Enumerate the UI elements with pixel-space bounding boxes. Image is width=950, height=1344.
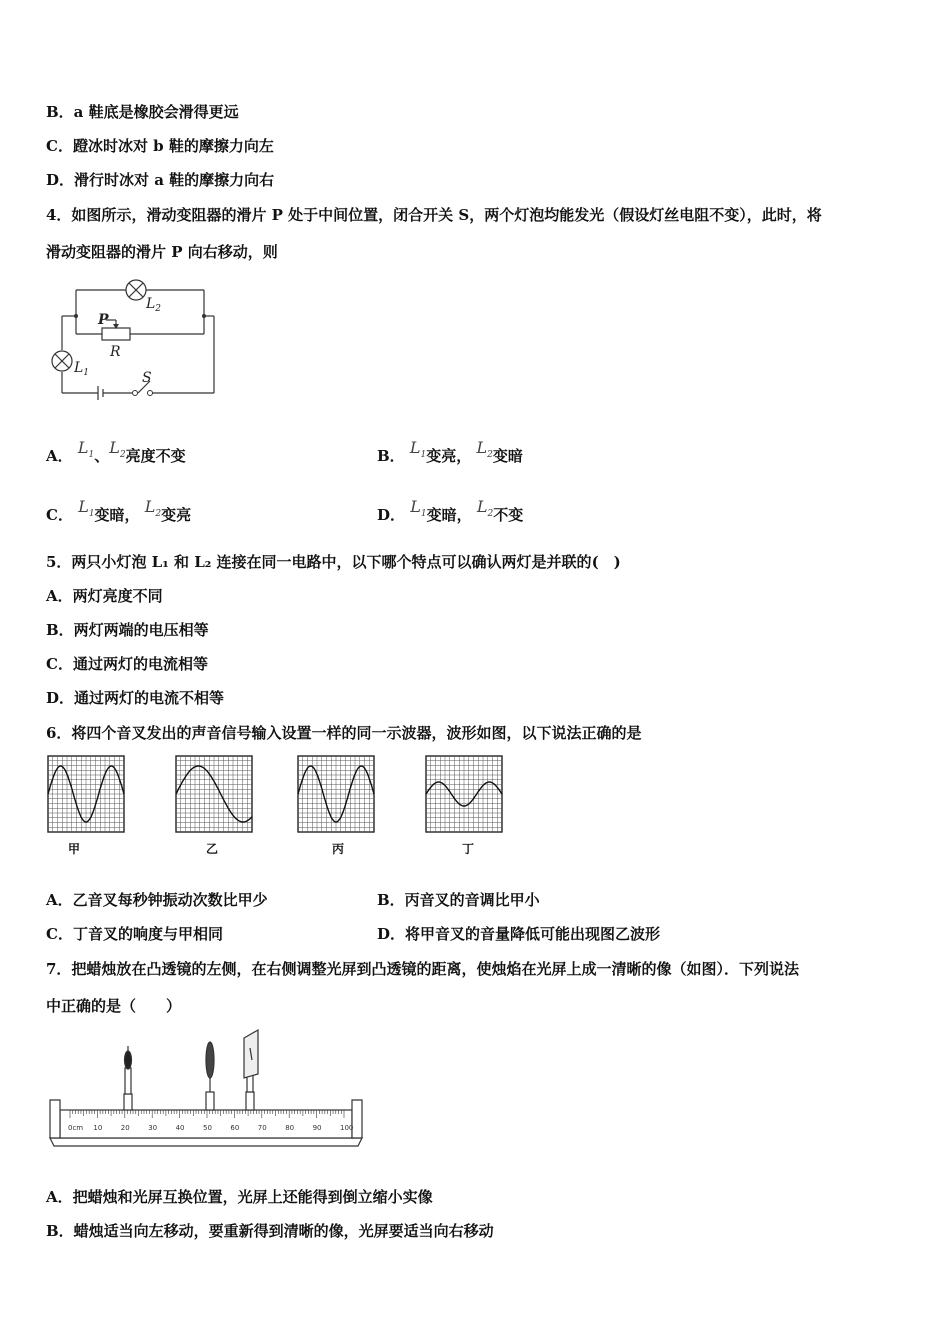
symbol-l1: $L_1$ — [409, 438, 427, 461]
scope-yi — [176, 756, 252, 832]
symbol-l2: $L_2$ — [476, 497, 494, 520]
symbol-l1: $L_1$ — [77, 438, 95, 461]
q6-option-b: B．丙音叉的音调比甲小 — [377, 891, 540, 909]
q4-option-c: C． $L_1$变暗， $L_2$变亮 — [46, 497, 192, 524]
q5-option-c: C．通过两灯的电流相等 — [46, 655, 208, 673]
scope-bing — [298, 756, 374, 832]
ruler-tick-label: 90 — [312, 1124, 322, 1132]
q4-option-a: A． $L_1$、$L_2$亮度不变 — [46, 438, 186, 465]
scope-jia — [48, 756, 124, 832]
ruler-tick-label: 60 — [230, 1124, 240, 1132]
ruler-tick-label: 50 — [203, 1124, 212, 1132]
q7-option-b: B．蜡烛适当向左移动，要重新得到清晰的像，光屏要适当向右移动 — [46, 1222, 494, 1240]
oscilloscope-waveforms — [46, 754, 526, 836]
ruler-tick-label: 100 — [340, 1124, 354, 1132]
q4-option-b: B． $L_1$变亮， $L_2$变暗 — [377, 438, 523, 465]
ruler-tick-label: 40 — [175, 1124, 185, 1132]
waveform-label-bing: 丙 — [332, 842, 345, 856]
q3-option-b: B．a 鞋底是橡胶会滑得更远 — [46, 103, 239, 121]
q5-option-a: A．两灯亮度不同 — [46, 587, 163, 605]
q4-stem-line1: 4．如图所示，滑动变阻器的滑片 P 处于中间位置，闭合开关 S，两个灯泡均能发光（假设灯丝电阻不变），此时，将 — [46, 206, 822, 224]
q6-stem: 6．将四个音叉发出的声音信号输入设置一样的同一示波器，波形如图，以下说法正确的是 — [46, 724, 642, 742]
ruler-tick-label: 0cm — [68, 1124, 84, 1132]
circuit-label-l2: $L_2$ — [146, 296, 162, 314]
ruler-tick-label: 80 — [285, 1124, 295, 1132]
circuit-label-p: P — [98, 312, 109, 328]
q5-option-b: B．两灯两端的电压相等 — [46, 621, 209, 639]
q7-stem-line2: 中正确的是（ ） — [46, 997, 182, 1015]
q6-option-c: C．丁音叉的响度与甲相同 — [46, 925, 223, 943]
ruler-tick-label: 30 — [148, 1124, 158, 1132]
q4-option-d: D． $L_1$变暗， $L_2$不变 — [377, 497, 524, 524]
waveform-label-jia: 甲 — [68, 842, 81, 856]
circuit-label-l1: $L_1$ — [74, 360, 90, 378]
q5-option-d: D．通过两灯的电流不相等 — [46, 689, 225, 707]
waveform-label-yi: 乙 — [206, 842, 219, 856]
circuit-diagram — [46, 276, 226, 401]
q4-stem-line2: 滑动变阻器的滑片 P 向右移动，则 — [46, 243, 278, 261]
q7-stem-line1: 7．把蜡烛放在凸透镜的左侧，在右侧调整光屏到凸透镜的距离，使烛焰在光屏上成一清晰的像（如图）．下列说法 — [46, 960, 799, 978]
q6-option-a: A．乙音叉每秒钟振动次数比甲少 — [46, 891, 268, 909]
ruler-tick-label: 70 — [257, 1124, 267, 1132]
ruler-tick-label: 10 — [93, 1124, 103, 1132]
q7-option-a: A．把蜡烛和光屏互换位置，光屏上还能得到倒立缩小实像 — [46, 1188, 433, 1206]
symbol-l2: $L_2$ — [109, 438, 126, 461]
waveform-label-ding: 丁 — [462, 842, 475, 856]
q5-stem: 5．两只小灯泡 L₁ 和 L₂ 连接在同一电路中，以下哪个特点可以确认两灯是并联的( ) — [46, 553, 621, 571]
symbol-l2: $L_2$ — [476, 438, 493, 461]
circuit-label-s: S — [142, 370, 152, 386]
symbol-l1: $L_1$ — [410, 497, 427, 520]
symbol-l2: $L_2$ — [144, 497, 162, 520]
q3-option-d: D．滑行时冰对 a 鞋的摩擦力向右 — [46, 171, 275, 189]
optical-bench — [46, 1026, 376, 1150]
symbol-l1: $L_1$ — [78, 497, 95, 520]
ruler-tick-label: 20 — [120, 1124, 130, 1132]
circuit-label-r: R — [110, 344, 121, 360]
q6-option-d: D．将甲音叉的音量降低可能出现图乙波形 — [377, 925, 661, 943]
q3-option-c: C．蹬冰时冰对 b 鞋的摩擦力向左 — [46, 137, 274, 155]
scope-ding — [426, 756, 502, 832]
